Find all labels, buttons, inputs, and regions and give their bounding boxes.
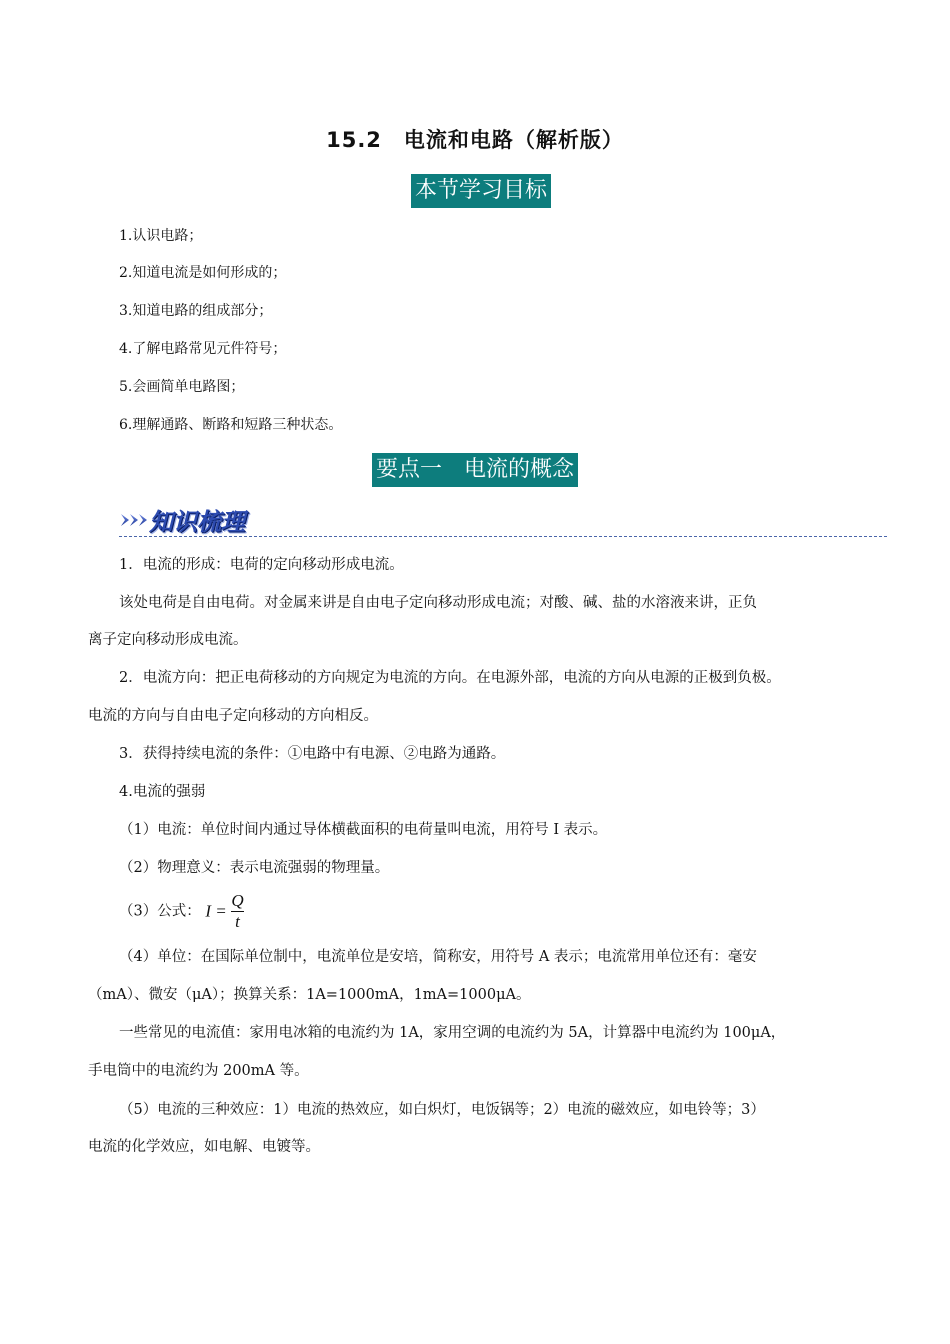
section-divider [119, 536, 887, 537]
paragraph: （5）电流的三种效应：1）电流的热效应，如白炽灯，电饭锅等；2）电流的磁效应，如电铃等；3） [119, 1102, 765, 1118]
paragraph: 该处电荷是自由电荷。对金属来讲是自由电子定向移动形成电流；对酸、碱、盐的水溶液来讲，正负 [119, 595, 757, 611]
goal-item: 4.了解电路常见元件符号； [119, 341, 287, 357]
formula-prefix: （3）公式： [119, 903, 201, 920]
paragraph: 3．获得持续电流的条件：①电路中有电源、②电路为通路。 [119, 746, 506, 762]
paragraph: 一些常见的电流值：家用电冰箱的电流约为 1A，家用空调的电流约为 5A，计算器中电流约为 100μA， [119, 1025, 786, 1041]
knowledge-tag-label: 知识梳理 [149, 508, 245, 536]
goal-item: 5.会画简单电路图； [119, 379, 245, 395]
paragraph: 电流的化学效应，如电解、电镀等。 [88, 1139, 320, 1155]
paragraph: （4）单位：在国际单位制中，电流单位是安培，简称安，用符号 A 表示；电流常用单位还有：毫安 [119, 949, 757, 965]
formula-lhs: I = [205, 901, 227, 921]
paragraph: 电流的方向与自由电子定向移动的方向相反。 [88, 708, 378, 724]
paragraph: 1．电流的形成：电荷的定向移动形成电流。 [119, 557, 404, 573]
goals-banner: 本节学习目标 [411, 174, 551, 208]
goal-item: 1.认识电路； [119, 228, 203, 244]
formula-numerator: Q [231, 891, 244, 910]
goal-item: 6.理解通路、断路和短路三种状态。 [119, 417, 343, 433]
document-title: 15.2 电流和电路（解析版） [326, 128, 624, 152]
paragraph: 离子定向移动形成电流。 [88, 632, 248, 648]
paragraph: （mA）、微安（μA）；换算关系：1A=1000mA，1mA=1000μA。 [88, 987, 531, 1003]
formula-denominator: t [231, 911, 243, 932]
paragraph: （1）电流：单位时间内通过导体横截面积的电荷量叫电流，用符号 I 表示。 [119, 822, 608, 838]
formula-fraction [231, 891, 243, 932]
goal-item: 2.知道电流是如何形成的； [119, 265, 287, 281]
knowledge-tag [119, 500, 264, 536]
section-banner: 要点一 电流的概念 [372, 453, 578, 487]
formula-line [119, 891, 244, 932]
paragraph: 2．电流方向：把正电荷移动的方向规定为电流的方向。在电源外部，电流的方向从电源的正极到负极。 [119, 670, 781, 686]
paragraph: 手电筒中的电流约为 200mA 等。 [88, 1063, 309, 1079]
goal-item: 3.知道电路的组成部分； [119, 303, 273, 319]
paragraph: （2）物理意义：表示电流强弱的物理量。 [119, 860, 390, 876]
paragraph: 4.电流的强弱 [119, 784, 206, 800]
